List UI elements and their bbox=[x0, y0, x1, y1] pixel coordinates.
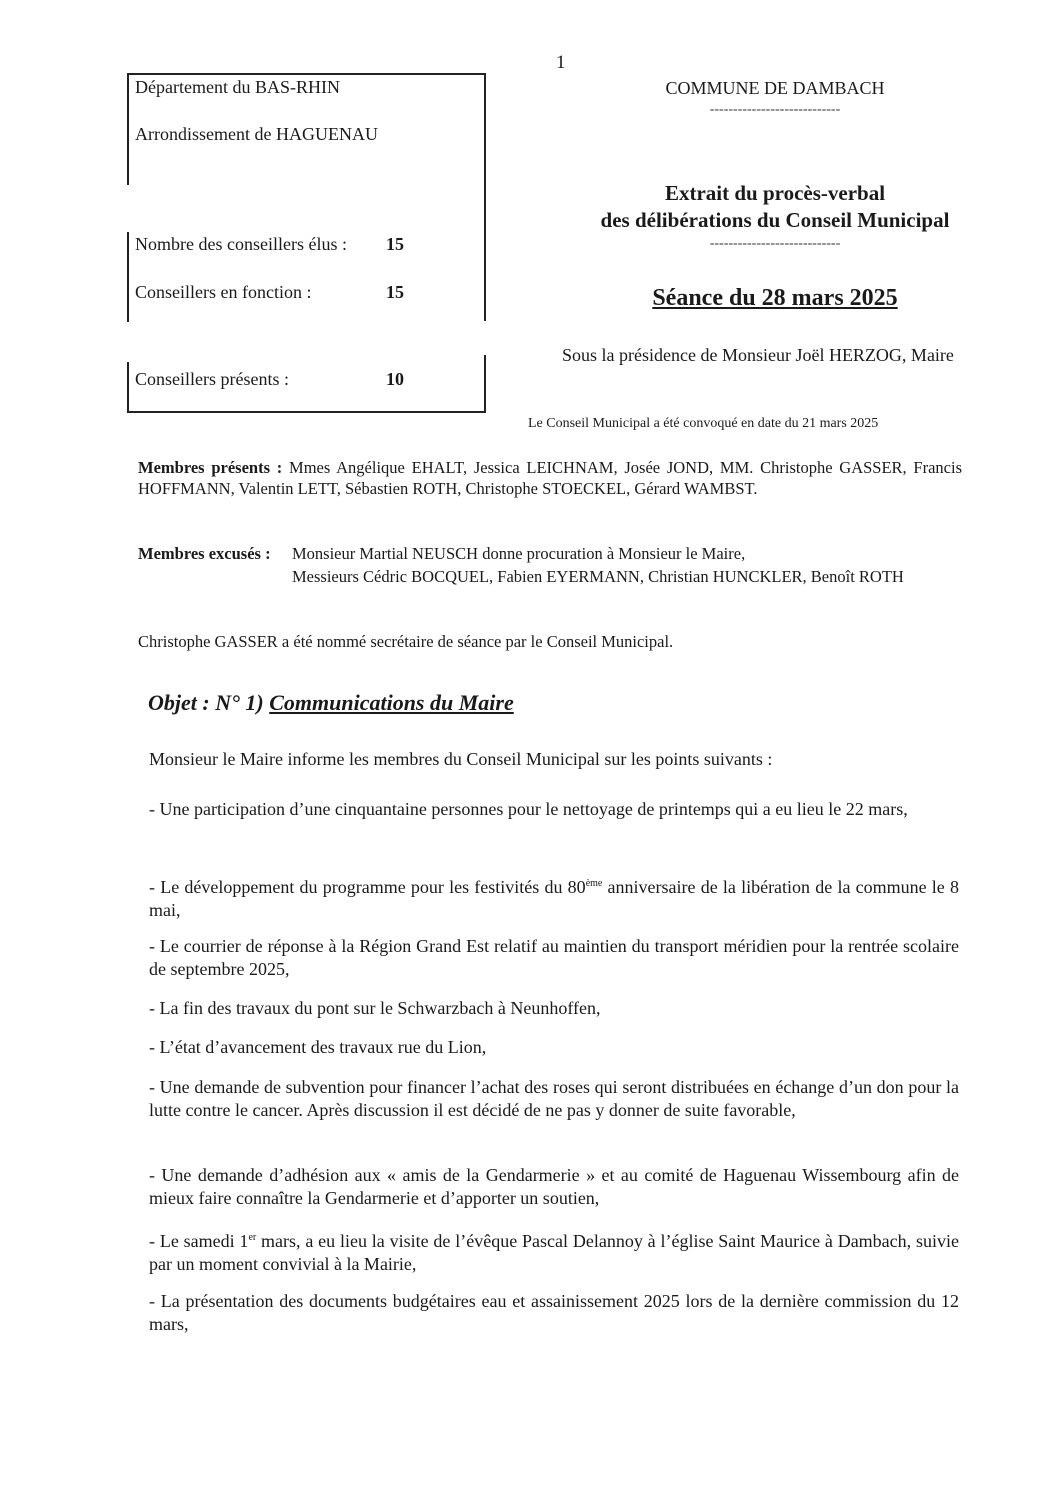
membres-presents-label: Membres présents : bbox=[138, 458, 283, 477]
elus-value: 15 bbox=[386, 234, 404, 254]
department-label: Département du BAS-RHIN bbox=[135, 77, 340, 97]
membres-presents bbox=[138, 457, 962, 499]
seance-date: Séance du 28 mars 2025 bbox=[652, 285, 898, 311]
fonction-label: Conseillers en fonction : bbox=[135, 282, 312, 302]
objet-heading bbox=[148, 690, 514, 716]
list-item: - La présentation des documents budgétaires eau et assainissement 2025 lors de la dernière commission du 12 mars, bbox=[149, 1291, 959, 1334]
document-title-line2: des délibérations du Conseil Municipal bbox=[600, 208, 950, 232]
objet-title: Communications du Maire bbox=[269, 690, 514, 715]
objet-prefix: Objet : N° 1) bbox=[148, 690, 264, 715]
page-number: 1 bbox=[556, 52, 566, 73]
header-separator: ---------------------------- bbox=[709, 102, 841, 117]
presents-value: 10 bbox=[386, 369, 404, 389]
list-item: - Le courrier de réponse à la Région Grand Est relatif au maintien du transport méridien pour la rentrée scolaire de septembre 2025, bbox=[149, 936, 959, 979]
list-item: - La fin des travaux du pont sur le Schwarzbach à Neunhoffen, bbox=[149, 998, 601, 1018]
intro-paragraph: Monsieur le Maire informe les membres du Conseil Municipal sur les points suivants : bbox=[149, 749, 773, 769]
commune-name: COMMUNE DE DAMBACH bbox=[665, 78, 885, 98]
membres-excuses-line2: Messieurs Cédric BOCQUEL, Fabien EYERMANN, Christian HUNCKLER, Benoît ROTH bbox=[292, 567, 904, 586]
list-item: - L’état d’avancement des travaux rue du Lion, bbox=[149, 1037, 487, 1057]
presents-label: Conseillers présents : bbox=[135, 369, 289, 389]
membres-excuses-line1: Monsieur Martial NEUSCH donne procuration à Monsieur le Maire, bbox=[292, 544, 746, 563]
list-item: - Une demande de subvention pour financer l’achat des roses qui seront distribuées en échange d’un don pour la lutte contre le cancer. Après discussion il est décidé de ne pas y donner de suite favorable, bbox=[149, 1077, 959, 1120]
list-item: - Une participation d’une cinquantaine personnes pour le nettoyage de printemps qui a eu lieu le 22 mars, bbox=[149, 799, 908, 819]
membres-presents-text: Mmes Angélique EHALT, Jessica LEICHNAM, Josée JOND, MM. Christophe GASSER, Francis HOFFMANN, Valentin LETT, Sébastien ROTH, Christophe STOECKEL, Gérard WAMBST. bbox=[138, 458, 963, 498]
list-item: - Une demande d’adhésion aux « amis de la Gendarmerie » et au comité de Haguenau Wissembourg afin de mieux faire connaître la Gendarmerie et d’apporter un soutien, bbox=[149, 1165, 959, 1208]
convocation-line: Le Conseil Municipal a été convoqué en date du 21 mars 2025 bbox=[528, 416, 879, 431]
list-item: - Le développement du programme pour les festivités du 80ème anniversaire de la libération de la commune le 8 mai, bbox=[149, 877, 959, 920]
elus-label: Nombre des conseillers élus : bbox=[135, 234, 347, 254]
arrondissement-label: Arrondissement de HAGUENAU bbox=[135, 124, 378, 144]
membres-excuses-label: Membres excusés : bbox=[138, 544, 271, 563]
document-title-line1: Extrait du procès-verbal bbox=[664, 181, 886, 205]
title-separator: ---------------------------- bbox=[709, 236, 841, 251]
fonction-value: 15 bbox=[386, 282, 404, 302]
secretaire-line: Christophe GASSER a été nommé secrétaire de séance par le Conseil Municipal. bbox=[138, 632, 674, 651]
presidence-line: Sous la présidence de Monsieur Joël HERZOG, Maire bbox=[562, 345, 954, 365]
list-item: - Le samedi 1er mars, a eu lieu la visite de l’évêque Pascal Delannoy à l’église Saint Maurice à Dambach, suivie par un moment convivial à la Mairie, bbox=[149, 1231, 959, 1274]
